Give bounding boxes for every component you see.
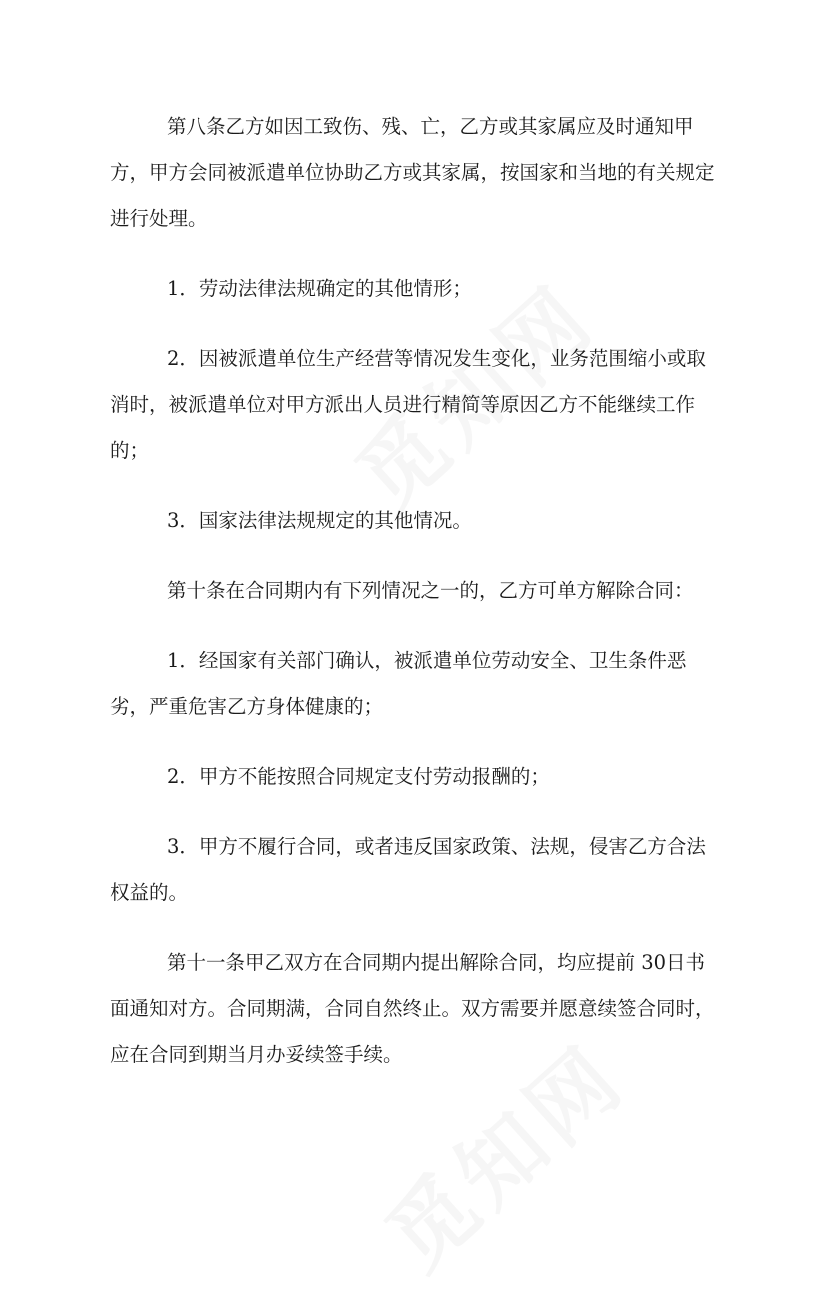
paragraph-article-10-item-3: 3．甲方不履行合同，或者违反国家政策、法规，侵害乙方合法权益的。 xyxy=(110,835,706,904)
paragraph-item-3: 3．国家法律法规规定的其他情况。 xyxy=(167,509,472,532)
paragraph-article-11: 第十一条甲乙双方在合同期内提出解除合同，均应提前 30日书面通知对方。合同期满，合同自然终止。双方需要并愿意续签合同时，应在合同到期当月办妥续签手续。 xyxy=(110,951,715,1066)
document-body xyxy=(110,104,716,1102)
paragraph-article-10: 第十条在合同期内有下列情况之一的，乙方可单方解除合同： xyxy=(167,579,694,602)
paragraph-article-8: 第八条乙方如因工致伤、残、亡，乙方或其家属应及时通知甲方，甲方会同被派遣单位协助乙方或其家属，按国家和当地的有关规定进行处理。 xyxy=(110,115,715,230)
paragraph-item-2: 2．因被派遣单位生产经营等情况发生变化，业务范围缩小或取消时，被派遣单位对甲方派出人员进行精简等原因乙方不能继续工作的； xyxy=(110,347,706,462)
paragraph-article-10-item-2: 2．甲方不能按照合同规定支付劳动报酬的； xyxy=(167,765,550,788)
paragraph-article-10-item-1: 1．经国家有关部门确认，被派遣单位劳动安全、卫生条件恶劣，严重危害乙方身体健康的； xyxy=(110,649,687,718)
paragraph-item-1: 1．劳动法律法规确定的其他情形； xyxy=(167,277,472,300)
